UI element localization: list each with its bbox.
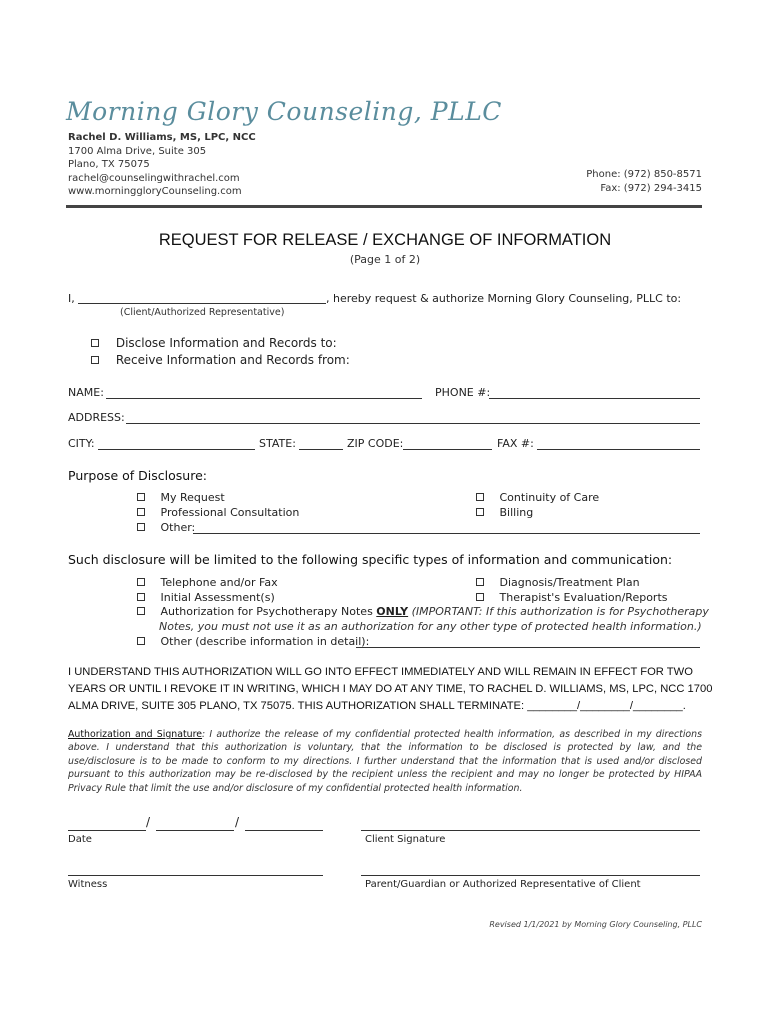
city-field[interactable] [98,449,255,450]
understand-line-1: I UNDERSTAND THIS AUTHORIZATION WILL GO INTO EFFECT IMMEDIATELY AND WILL REMAIN IN EFFECT FOR TWO [68,666,693,678]
limit-evaluation[interactable] [476,591,668,604]
guardian-signature-field[interactable] [361,875,700,876]
limit-label: Therapist's Evaluation/Reports [499,591,668,604]
phone-label: PHONE #: [435,386,491,399]
client-name-field[interactable] [78,303,326,304]
client-signature-field[interactable] [361,830,700,831]
client-signature-label: Client Signature [365,834,446,845]
intro-caption: (Client/Authorized Representative) [120,307,285,318]
checkbox[interactable] [476,508,484,516]
purpose-consultation[interactable] [137,506,299,519]
name-label: NAME: [68,386,104,399]
limits-heading: Such disclosure will be limited to the following specific types of information and communication: [68,552,673,567]
date-separator: / [146,815,151,829]
checkbox[interactable] [137,637,145,645]
email: rachel@counselingwithrachel.com [68,172,240,184]
limit-diagnosis[interactable] [476,576,640,589]
purpose-label: Billing [499,506,534,519]
checkbox[interactable] [137,607,145,615]
logo: Morning Glory Counseling, PLLC [66,97,502,126]
date-year-field[interactable] [245,830,323,831]
purpose-other[interactable] [137,521,195,534]
phone-field[interactable] [489,398,700,399]
header-rule [66,205,702,208]
fax-label: FAX #: [497,437,534,450]
purpose-heading: Purpose of Disclosure: [68,468,207,483]
receive-option[interactable] [91,353,350,367]
fax: Fax: (972) 294-3415 [600,182,702,194]
authorization-paragraph [68,728,702,795]
authorization-body: : I authorize the release of my confidential protected health information, as described in my directions above. I understand that this authorization is voluntary, that the information to be disclosed is protected by law, and the use/disclosure is to be made to conform to my directions. I further understand that the information that is used and/or disclosed pursuant to this authorization may be re-disclosed by the recipient unless the recipient and may no longer be protected by HIPAA Privacy Rule that limit the use and/or disclosure of my confidential protected health information. [68,729,702,794]
witness-field[interactable] [68,875,323,876]
authorization-heading: Authorization and Signature [68,729,203,740]
checkbox[interactable] [137,508,145,516]
name-field[interactable] [106,398,422,399]
checkbox[interactable] [476,493,484,501]
contact-info [586,168,702,195]
address-line-2: Plano, TX 75075 [68,159,150,170]
purpose-billing[interactable] [476,506,533,519]
limit-other-field[interactable] [356,647,700,648]
limit-label: Other (describe information in detail): [160,635,370,648]
state-field[interactable] [299,449,343,450]
receive-label: Receive Information and Records from: [115,353,350,367]
purpose-my-request[interactable] [137,491,225,504]
purpose-label: Professional Consultation [160,506,300,519]
date-month-field[interactable] [68,830,146,831]
disclose-option[interactable] [91,336,337,350]
purpose-label: My Request [160,491,225,504]
checkbox[interactable] [137,523,145,531]
checkbox[interactable] [476,593,484,601]
date-label: Date [68,834,92,845]
witness-label: Witness [68,879,108,890]
psych-only: ONLY [376,605,409,618]
intro-suffix: , hereby request & authorize Morning Glory Counseling, PLLC to: [326,292,682,305]
limit-label: Diagnosis/Treatment Plan [499,576,640,589]
checkbox[interactable] [91,356,99,364]
limit-psychotherapy[interactable] [137,605,709,618]
guardian-signature-label: Parent/Guardian or Authorized Representative of Client [365,879,641,890]
zip-label: ZIP CODE: [347,437,404,450]
understand-block [68,664,712,715]
purpose-label: Continuity of Care [499,491,600,504]
practice-info [68,131,256,199]
intro-prefix: I, [68,292,75,305]
fax-field[interactable] [537,449,700,450]
website: www.morninggloryCounseling.com [68,186,242,197]
purpose-label: Other: [160,521,196,534]
page-subtitle: (Page 1 of 2) [349,253,421,266]
page-title: REQUEST FOR RELEASE / EXCHANGE OF INFORMATION [158,231,612,249]
state-label: STATE: [259,437,296,450]
checkbox[interactable] [137,578,145,586]
purpose-continuity[interactable] [476,491,599,504]
understand-line-3: ALMA DRIVE, SUITE 305 PLANO, TX 75075. THIS AUTHORIZATION SHALL TERMINATE: ________/________/________. [68,700,686,712]
limit-label: Telephone and/or Fax [160,576,278,589]
phone: Phone: (972) 850-8571 [586,169,702,180]
checkbox[interactable] [91,339,99,347]
address-line-1: 1700 Alma Drive, Suite 305 [68,145,207,157]
purpose-other-field[interactable] [193,533,700,534]
checkbox[interactable] [137,593,145,601]
practitioner-name: Rachel D. Williams, MS, LPC, NCC [68,132,256,143]
psych-label: Authorization for Psychotherapy Notes [160,605,377,618]
psych-note-2: Notes, you must not use it as an authorization for any other type of protected health information.) [159,620,702,633]
date-separator: / [235,815,240,829]
city-label: CITY: [68,437,95,450]
understand-line-2: YEARS OR UNTIL I REVOKE IT IN WRITING, WHICH I MAY DO AT ANY TIME, TO RACHEL D. WILLIAMS, MS, LPC, NCC 1700 [68,683,713,695]
limit-other[interactable] [137,635,369,648]
psych-note-1: (IMPORTANT: If this authorization is for Psychotherapy [411,605,709,618]
limit-assessment[interactable] [137,591,275,604]
limit-telephone[interactable] [137,576,278,589]
limit-label: Initial Assessment(s) [160,591,275,604]
zip-field[interactable] [403,449,492,450]
revision-footer: Revised 1/1/2021 by Morning Glory Counseling, PLLC [489,920,702,929]
checkbox[interactable] [476,578,484,586]
address-field[interactable] [126,423,700,424]
checkbox[interactable] [137,493,145,501]
disclose-label: Disclose Information and Records to: [115,336,337,350]
date-day-field[interactable] [156,830,234,831]
address-label: ADDRESS: [68,411,125,424]
